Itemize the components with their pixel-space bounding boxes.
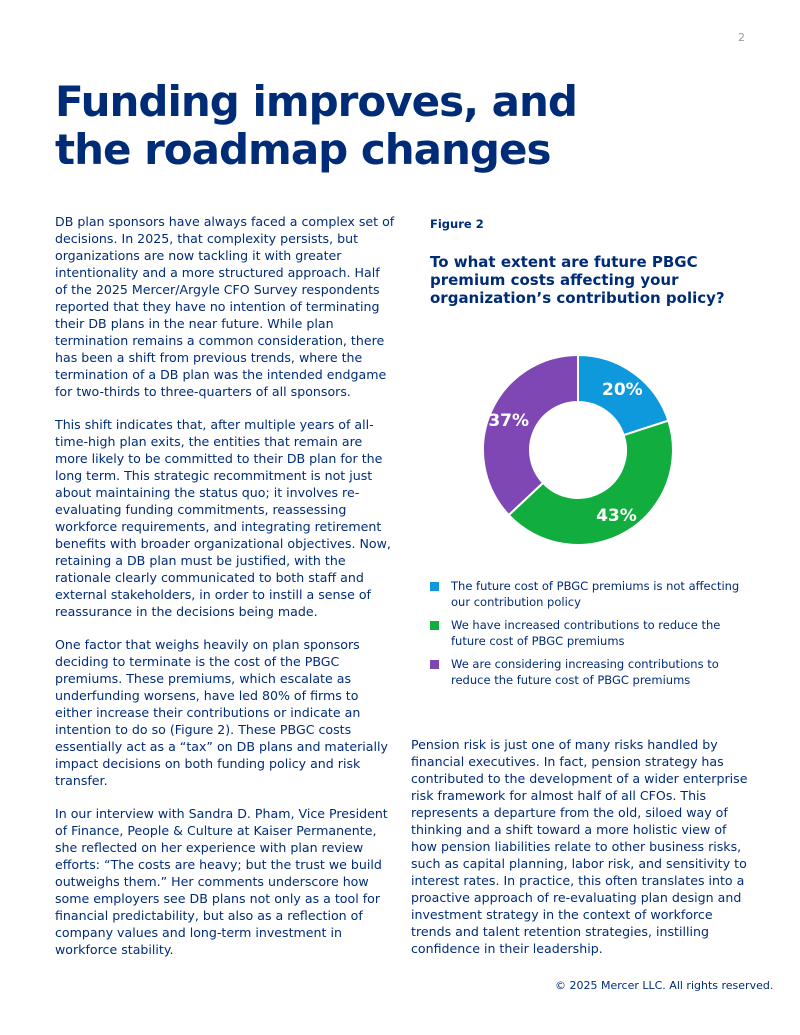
body-paragraph: DB plan sponsors have always faced a complex set of decisions. In 2025, that complexity persists, but organizations are now tackling it with greater intentionality and a more structured approach. Half of the 2025 Mercer/Argyle CFO Survey respondents reported that they have no intention of terminating their DB plans in the near future. While plan termination remains a common consideration, there has been a shift from previous trends, where the termination of a DB plan was the intended endgame for two-thirds to three-quarters of all sponsors. — [55, 214, 395, 399]
body-paragraph: In our interview with Sandra D. Pham, Vice President of Finance, People & Culture at Kaiser Permanente, she reflected on her experience with plan review efforts: “The costs are heavy; but the trust we build outweighs them.” Her comments underscore how some employers see DB plans not only as a tool for financial predictability, but also as a reflection of company values and long-term investment in workforce stability. — [55, 806, 388, 957]
page-number: 2 — [738, 31, 745, 44]
legend-swatch — [430, 660, 439, 669]
right-column — [411, 736, 756, 973]
page-title: Funding improves, and the roadmap changes — [55, 77, 577, 174]
legend-swatch — [430, 582, 439, 591]
slice-data-label: 37% — [488, 411, 530, 432]
body-paragraph: Pension risk is just one of many risks handled by financial executives. In fact, pension strategy has contributed to the development of a wider enterprise risk framework for almost half of all CFOs. This represents a departure from the old, siloed way of thinking and a shift toward a more holistic view of how pension liabilities relate to other business risks, such as capital planning, labor risk, and sensitivity to interest rates. In practice, this often translates into a proactive approach of re-evaluating plan design and investment strategy in the context of workforce trends and talent retention strategies, instilling confidence in their leadership. — [411, 737, 748, 956]
legend-swatch — [430, 621, 439, 630]
legend-item — [430, 578, 740, 610]
legend-item — [430, 617, 740, 649]
body-paragraph: This shift indicates that, after multiple years of all-time-high plan exits, the entities that remain are more likely to be committed to their DB plan for the long term. This strategic recommitment is not just about maintaining the status quo; it involves re-evaluating funding commitments, reassessing workforce requirements, and integrating retirement benefits with broader organizational objectives. Now, retaining a DB plan must be justified, with the rationale clearly communicated to both staff and external stakeholders, in order to instill a sense of reassurance in the decisions being made. — [55, 417, 391, 619]
copyright-footer: © 2025 Mercer LLC. All rights reserved. — [555, 979, 774, 992]
legend-item — [430, 656, 740, 688]
donut-chart — [478, 350, 678, 550]
figure-title: To what extent are future PBGC premium costs affecting your organization’s contribution policy? — [430, 253, 725, 307]
body-paragraph: One factor that weighs heavily on plan sponsors deciding to terminate is the cost of the PBGC premiums. These premiums, which escalate as underfunding worsens, have led 80% of firms to either increase their contributions or indicate an intention to do so (Figure 2). These PBGC costs essentially act as a “tax” on DB plans and materially impact decisions on both funding policy and risk transfer. — [55, 637, 388, 788]
chart-legend — [430, 578, 740, 695]
left-column — [55, 213, 395, 974]
figure-label: Figure 2 — [430, 217, 484, 231]
slice-data-label: 20% — [602, 379, 643, 400]
legend-label: The future cost of PBGC premiums is not affecting our contribution policy — [451, 579, 740, 609]
slice-data-label: 43% — [596, 505, 637, 526]
figure-2 — [430, 217, 760, 307]
legend-label: We have increased contributions to reduce the future cost of PBGC premiums — [451, 618, 721, 648]
donut-slice — [483, 355, 578, 515]
legend-label: We are considering increasing contributions to reduce the future cost of PBGC premiums — [451, 657, 719, 687]
